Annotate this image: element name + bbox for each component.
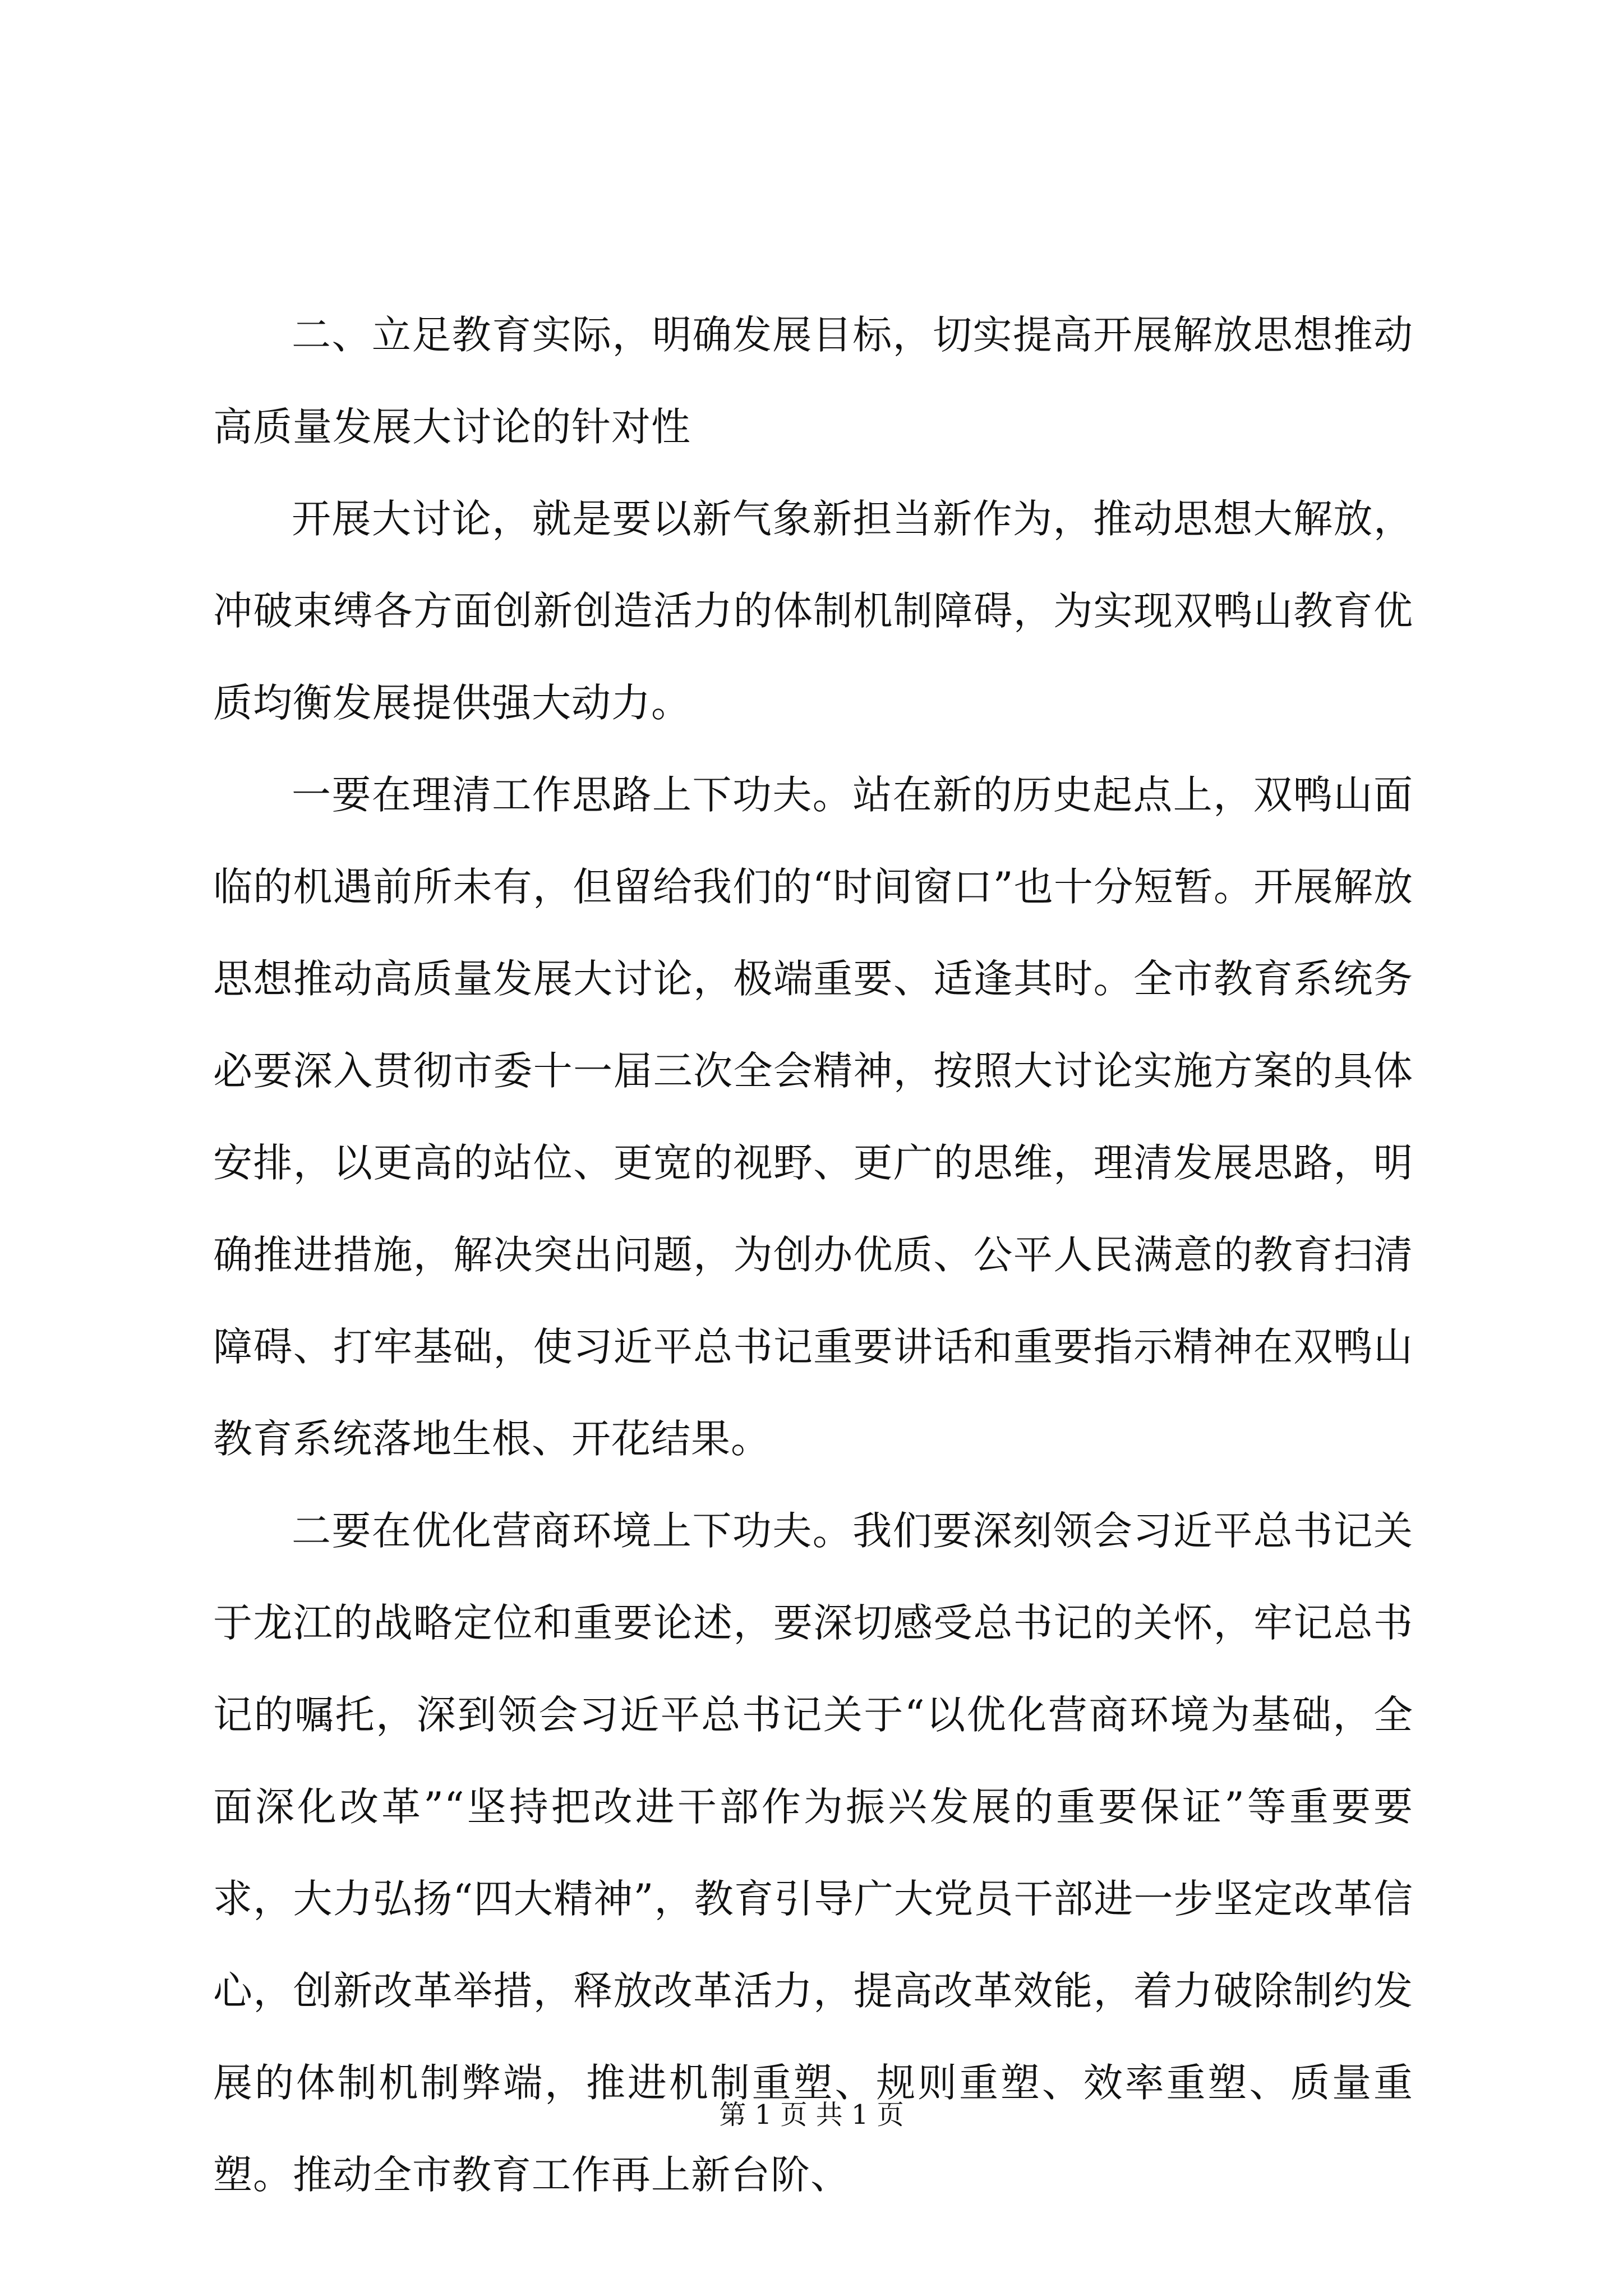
body-paragraph: 二要在优化营商环境上下功夫。我们要深刻领会习近平总书记关于龙江的战略定位和重要论述，要深切感受总书记的关怀，牢记总书记的嘱托，深到领会习近平总书记关于“以优化营商环境为基础，全面深化改革”“坚持把改进干部作为振兴发展的重要保证”等重要要求，大力弘扬“四大精神”，教育引导广大党员干部进一步坚定改革信心，创新改革举措，释放改革活力，提高改革效能，着力破除制约发展的体制机制弊端，推进机制重塑、规则重塑、效率重塑、质量重塑。推动全市教育工作再上新台阶、 <box>213 1508 1413 2198</box>
body-paragraph: 一要在理清工作思路上下功夫。站在新的历史起点上，双鸭山面临的机遇前所未有，但留给我们的“时间窗口”也十分短暂。开展解放思想推动高质量发展大讨论，极端重要、适逢其时。全市教育系统务必要深入贯彻市委十一届三次全会精神，按照大讨论实施方案的具体安排，以更高的站位、更宽的视野、更广的思维，理清发展思路，明确推进措施，解决突出问题，为创办优质、公平人民满意的教育扫清障碍、打牢基础，使习近平总书记重要讲话和重要指示精神在双鸭山教育系统落地生根、开花结果。 <box>213 772 1413 1462</box>
document-body <box>213 289 1413 2221</box>
section-heading-paragraph: 二、立足教育实际，明确发展目标，切实提高开展解放思想推动高质量发展大讨论的针对性 <box>213 312 1413 450</box>
body-paragraph: 开展大讨论，就是要以新气象新担当新作为，推动思想大解放，冲破束缚各方面创新创造活力的体制机制障碍，为实现双鸭山教育优质均衡发展提供强大动力。 <box>213 496 1413 726</box>
page-number-footer: 第 1 页 共 1 页 <box>719 2099 904 2131</box>
